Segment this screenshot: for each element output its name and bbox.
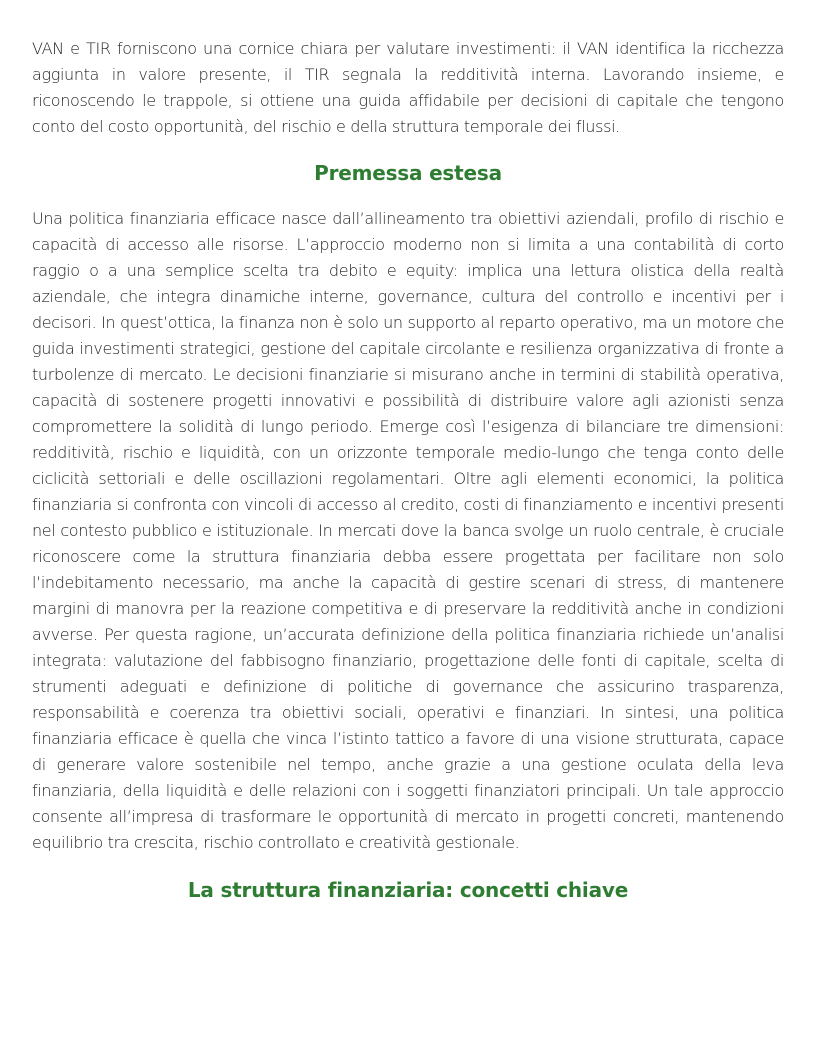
document-page — [32, 36, 784, 903]
section-heading-premessa: Premessa estesa — [314, 161, 502, 185]
section-heading-struttura: La struttura finanziaria: concetti chiave — [187, 878, 629, 902]
premessa-paragraph: Una politica finanziaria efficace nasce dall’allineamento tra obiettivi aziendali, profilo di rischio e capacità di accesso alle risorse. L’approccio moderno non si limita a una contabilità di corto raggio o a una semplice scelta tra debito e equity: implica una lettura olistica della realtà aziendale, che integra dinamiche interne, governance, cultura del controllo e incentivi per i decisori. In quest’ottica, la finanza non è solo un supporto al reparto operativo, ma un motore che guida investimenti strategici, gestione del capitale circolante e resilienza organizzativa di fronte a turbolenze di mercato. Le decisioni finanziarie si misurano anche in termini di stabilità operativa, capacità di sostenere progetti innovativi e possibilità di distribuire valore agli azionisti senza compromettere la solidità di lungo periodo. Emerge così l’esigenza di bilanciare tre dimensioni: redditività, rischio e liquidità, con un orizzonte temporale medio-lungo che tenga conto delle ciclicità settoriali e delle oscillazioni regolamentari. Oltre agli elementi economici, la politica finanziaria si confronta con vincoli di accesso al credito, costi di finanziamento e incentivi presenti nel contesto pubblico e istituzionale. In mercati dove la banca svolge un ruolo centrale, è cruciale riconoscere come la struttura finanziaria debba essere progettata per facilitare non solo l’indebitamento necessario, ma anche la capacità di gestire scenari di stress, di mantenere margini di manovra per la reazione competitiva e di preservare la redditività anche in condizioni avverse. Per questa ragione, un’accurata definizione della politica finanziaria richiede un’analisi integrata: valutazione del fabbisogno finanziario, progettazione delle fonti di capitale, scelta di strumenti adeguati e definizione di politiche di governance che assicurino trasparenza, responsabilità e coerenza tra obiettivi sociali, operativi e finanziari. In sintesi, una politica finanziaria efficace è quella che vinca l’istinto tattico a favore di una visione strutturata, capace di generare valore sostenibile nel tempo, anche grazie a una gestione oculata della leva finanziaria, della liquidità e delle relazioni con i soggetti finanziatori principali. Un tale approccio consente all’impresa di trasformare le opportunità di mercato in progetti concreti, mantenendo equilibrio tra crescita, rischio controllato e creatività gestionale. — [32, 209, 784, 852]
intro-paragraph: VAN e TIR forniscono una cornice chiara per valutare investimenti: il VAN identifica la ricchezza aggiunta in valore presente, il TIR segnala la redditività interna. Lavorando insieme, e riconoscendo le trappole, si ottiene una guida affidabile per decisioni di capitale che tengono conto del costo opportunità, del rischio e della struttura temporale dei flussi. — [32, 39, 784, 136]
